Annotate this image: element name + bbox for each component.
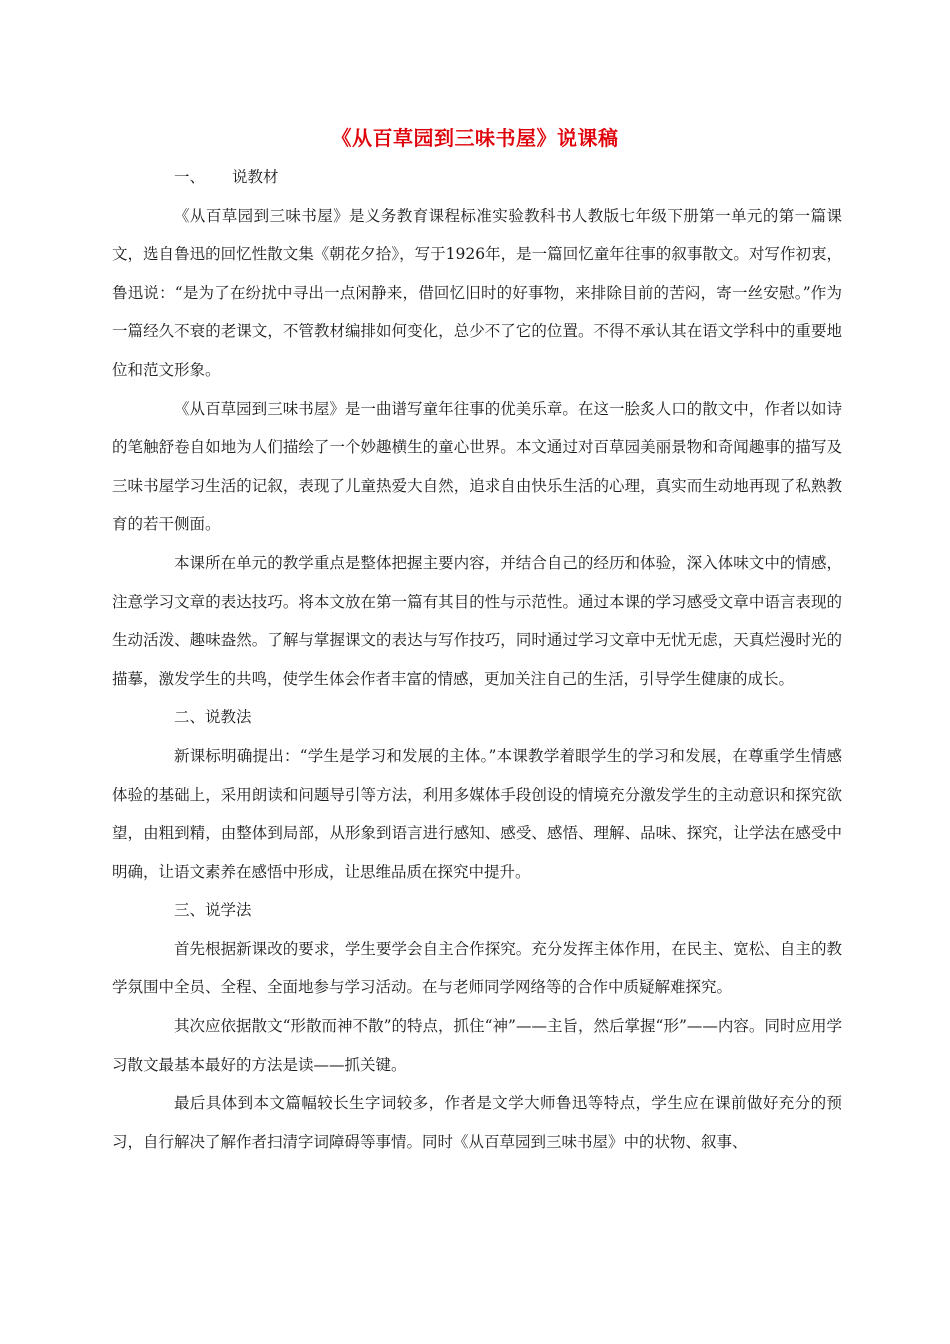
section-heading-1 — [112, 158, 842, 197]
paragraph: 最后具体到本文篇幅较长生字词较多，作者是文学大师鲁迅等特点，学生应在课前做好充分的预习，自行解决了解作者扫清字词障碍等事情。同时《从百草园到三味书屋》中的状物、叙事、 — [112, 1094, 842, 1151]
section-heading-3: 三、说学法 — [174, 901, 252, 920]
section-number: 一、 — [174, 168, 206, 186]
paragraph: 《从百草园到三味书屋》是义务教育课程标准实验教科书人教版七年级下册第一单元的第一篇课文，选自鲁迅的回忆性散文集《朝花夕拾》，写于1926年，是一篇回忆童年往事的叙事散文。对写作初衷，鲁迅说：“是为了在纷扰中寻出一点闲静来，借回忆旧时的好事物，来排除目前的苦闷，寄一丝安慰。”作为一篇经久不衰的老课文，不管教材编排如何变化，总少不了它的位置。不得不承认其在语文学科中的重要地位和范文形象。 — [112, 206, 842, 379]
paragraph: 首先根据新课改的要求，学生要学会自主合作探究。充分发挥主体作用，在民主、宽松、自主的教学氛围中全员、全程、全面地参与学习活动。在与老师同学网络等的合作中质疑解难探究。 — [112, 939, 842, 997]
paragraph: 其次应依据散文“形散而神不散”的特点，抓住“神”——主旨，然后掌握“形”——内容。同时应用学习散文最基本最好的方法是读——抓关键。 — [112, 1017, 842, 1074]
paragraph: 新课标明确提出：“学生是学习和发展的主体。”本课教学着眼学生的学习和发展，在尊重学生情感体验的基础上，采用朗读和问题导引等方法，利用多媒体手段创设的情境充分激发学生的主动意识和探究欲望，由粗到精，由整体到局部，从形象到语言进行感知、感受、感悟、理解、品味、探究，让学法在感受中明确，让语文素养在感悟中形成，让思维品质在探究中提升。 — [112, 746, 842, 881]
document-title: 《从百草园到三味书屋》说课稿 — [331, 126, 619, 150]
section-heading-text: 说教材 — [232, 168, 279, 186]
section-heading-2: 二、说教法 — [174, 708, 252, 727]
paragraph: 本课所在单元的教学重点是整体把握主要内容，并结合自己的经历和体验，深入体味文中的情感，注意学习文章的表达技巧。将本文放在第一篇有其目的性与示范性。通过本课的学习感受文章中语言表现的生动活泼、趣味盎然。了解与掌握课文的表达与写作技巧，同时通过学习文章中无忧无虑，天真烂漫时光的描摹，激发学生的共鸣，使学生体会作者丰富的情感，更加关注自己的生活，引导学生健康的成长。 — [112, 553, 842, 688]
paragraph: 《从百草园到三味书屋》是一曲谱写童年往事的优美乐章。在这一脍炙人口的散文中，作者以如诗的笔触舒卷自如地为人们描绘了一个妙趣横生的童心世界。本文通过对百草园美丽景物和奇闻趣事的描写及三味书屋学习生活的记叙，表现了儿童热爱大自然，追求自由快乐生活的心理，真实而生动地再现了私熟教育的若干侧面。 — [112, 399, 842, 534]
document-body — [112, 158, 842, 1161]
